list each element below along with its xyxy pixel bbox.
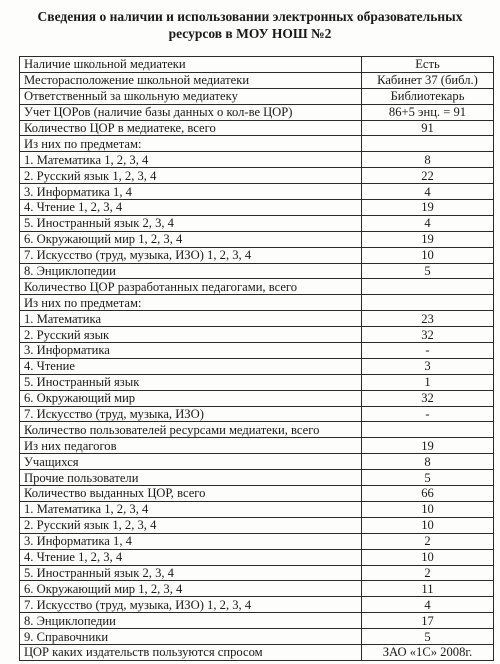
row-label: 1. Математика [20, 311, 362, 327]
row-value [362, 422, 494, 438]
table-row [20, 549, 494, 565]
row-label: Учащихся [20, 454, 362, 470]
row-label: 6. Окружающий мир 1, 2, 3, 4 [20, 581, 362, 597]
row-value: Кабинет 37 (библ.) [362, 72, 494, 88]
table-row [20, 136, 494, 152]
table-row [20, 152, 494, 168]
resources-table-body [20, 57, 494, 661]
row-value: 5 [362, 629, 494, 645]
table-row [20, 533, 494, 549]
table-row [20, 200, 494, 216]
table-row [20, 247, 494, 263]
table-row [20, 613, 494, 629]
row-value: 10 [362, 247, 494, 263]
table-row [20, 279, 494, 295]
row-value: 10 [362, 549, 494, 565]
row-value: 11 [362, 581, 494, 597]
row-value: 8 [362, 152, 494, 168]
row-value [362, 279, 494, 295]
row-label: 1. Математика 1, 2, 3, 4 [20, 501, 362, 517]
row-label: 8. Энциклопедии [20, 613, 362, 629]
row-value: 23 [362, 311, 494, 327]
row-label: 5. Иностранный язык 2, 3, 4 [20, 565, 362, 581]
row-value: 10 [362, 517, 494, 533]
table-row [20, 597, 494, 613]
row-value: 5 [362, 263, 494, 279]
row-value: 1 [362, 374, 494, 390]
row-label: 3. Информатика [20, 343, 362, 359]
table-row [20, 565, 494, 581]
row-label: 7. Искусство (труд, музыка, ИЗО) [20, 406, 362, 422]
row-value: Библиотекарь [362, 88, 494, 104]
row-value: 19 [362, 200, 494, 216]
table-row [20, 581, 494, 597]
row-label: 2. Русский язык [20, 327, 362, 343]
table-row [20, 422, 494, 438]
table-row [20, 327, 494, 343]
row-label: 3. Информатика 1, 4 [20, 184, 362, 200]
row-value: 32 [362, 390, 494, 406]
row-label: 2. Русский язык 1, 2, 3, 4 [20, 168, 362, 184]
row-label: 6. Окружающий мир 1, 2, 3, 4 [20, 231, 362, 247]
row-label: Месторасположение школьной медиатеки [20, 72, 362, 88]
table-row [20, 57, 494, 73]
row-value: 2 [362, 565, 494, 581]
table-row [20, 358, 494, 374]
table-row [20, 311, 494, 327]
table-row [20, 486, 494, 502]
row-label: 5. Иностранный язык [20, 374, 362, 390]
row-value: 4 [362, 597, 494, 613]
table-row [20, 168, 494, 184]
row-label: Количество пользователей ресурсами медиатеки, всего [20, 422, 362, 438]
row-label: 4. Чтение 1, 2, 3, 4 [20, 200, 362, 216]
row-label: 3. Информатика 1, 4 [20, 533, 362, 549]
table-row [20, 374, 494, 390]
row-label: 8. Энциклопедии [20, 263, 362, 279]
row-label: 9. Справочники [20, 629, 362, 645]
row-label: 7. Искусство (труд, музыка, ИЗО) 1, 2, 3, 4 [20, 597, 362, 613]
row-value: 17 [362, 613, 494, 629]
row-value [362, 295, 494, 311]
row-value: - [362, 406, 494, 422]
row-label: Из них по предметам: [20, 136, 362, 152]
table-row [20, 629, 494, 645]
table-row [20, 454, 494, 470]
row-value: 19 [362, 438, 494, 454]
row-value: Есть [362, 57, 494, 73]
row-value: - [362, 343, 494, 359]
table-row [20, 343, 494, 359]
table-row [20, 120, 494, 136]
row-label: Наличие школьной медиатеки [20, 57, 362, 73]
row-label: 4. Чтение 1, 2, 3, 4 [20, 549, 362, 565]
row-value: 4 [362, 215, 494, 231]
table-row [20, 295, 494, 311]
row-label: 4. Чтение [20, 358, 362, 374]
row-label: Ответственный за школьную медиатеку [20, 88, 362, 104]
row-label: Учет ЦОРов (наличие базы данных о кол-ве ЦОР) [20, 104, 362, 120]
table-row [20, 390, 494, 406]
table-row [20, 72, 494, 88]
row-label: 5. Иностранный язык 2, 3, 4 [20, 215, 362, 231]
row-value [362, 136, 494, 152]
table-row [20, 517, 494, 533]
table-row [20, 263, 494, 279]
row-label: ЦОР каких издательств пользуются спросом [20, 644, 362, 660]
row-label: Прочие пользователи [20, 470, 362, 486]
row-value: 86+5 энц. = 91 [362, 104, 494, 120]
title-line-2: ресурсов в МОУ НОШ №2 [168, 26, 332, 41]
row-value: 2 [362, 533, 494, 549]
row-label: Из них педагогов [20, 438, 362, 454]
row-value: 5 [362, 470, 494, 486]
row-value: 10 [362, 501, 494, 517]
title-line-1: Сведения о наличии и использовании электронных образовательных [37, 9, 463, 24]
table-row [20, 88, 494, 104]
row-label: Количество ЦОР разработанных педагогами, всего [20, 279, 362, 295]
row-value: 19 [362, 231, 494, 247]
table-row [20, 470, 494, 486]
row-label: Количество ЦОР в медиатеке, всего [20, 120, 362, 136]
row-value: 8 [362, 454, 494, 470]
document-title [20, 8, 480, 42]
table-row [20, 231, 494, 247]
row-label: 7. Искусство (труд, музыка, ИЗО) 1, 2, 3, 4 [20, 247, 362, 263]
row-value: 22 [362, 168, 494, 184]
resources-table [19, 56, 494, 661]
table-row [20, 184, 494, 200]
row-label: Из них по предметам: [20, 295, 362, 311]
table-row [20, 406, 494, 422]
row-label: 2. Русский язык 1, 2, 3, 4 [20, 517, 362, 533]
row-label: Количество выданных ЦОР, всего [20, 486, 362, 502]
row-label: 6. Окружающий мир [20, 390, 362, 406]
table-row [20, 104, 494, 120]
table-row [20, 501, 494, 517]
row-value: 66 [362, 486, 494, 502]
row-value: 3 [362, 358, 494, 374]
row-value: ЗАО «1С» 2008г. [362, 644, 494, 660]
table-row [20, 644, 494, 660]
table-row [20, 215, 494, 231]
table-row [20, 438, 494, 454]
row-value: 4 [362, 184, 494, 200]
row-value: 91 [362, 120, 494, 136]
row-label: 1. Математика 1, 2, 3, 4 [20, 152, 362, 168]
row-value: 32 [362, 327, 494, 343]
